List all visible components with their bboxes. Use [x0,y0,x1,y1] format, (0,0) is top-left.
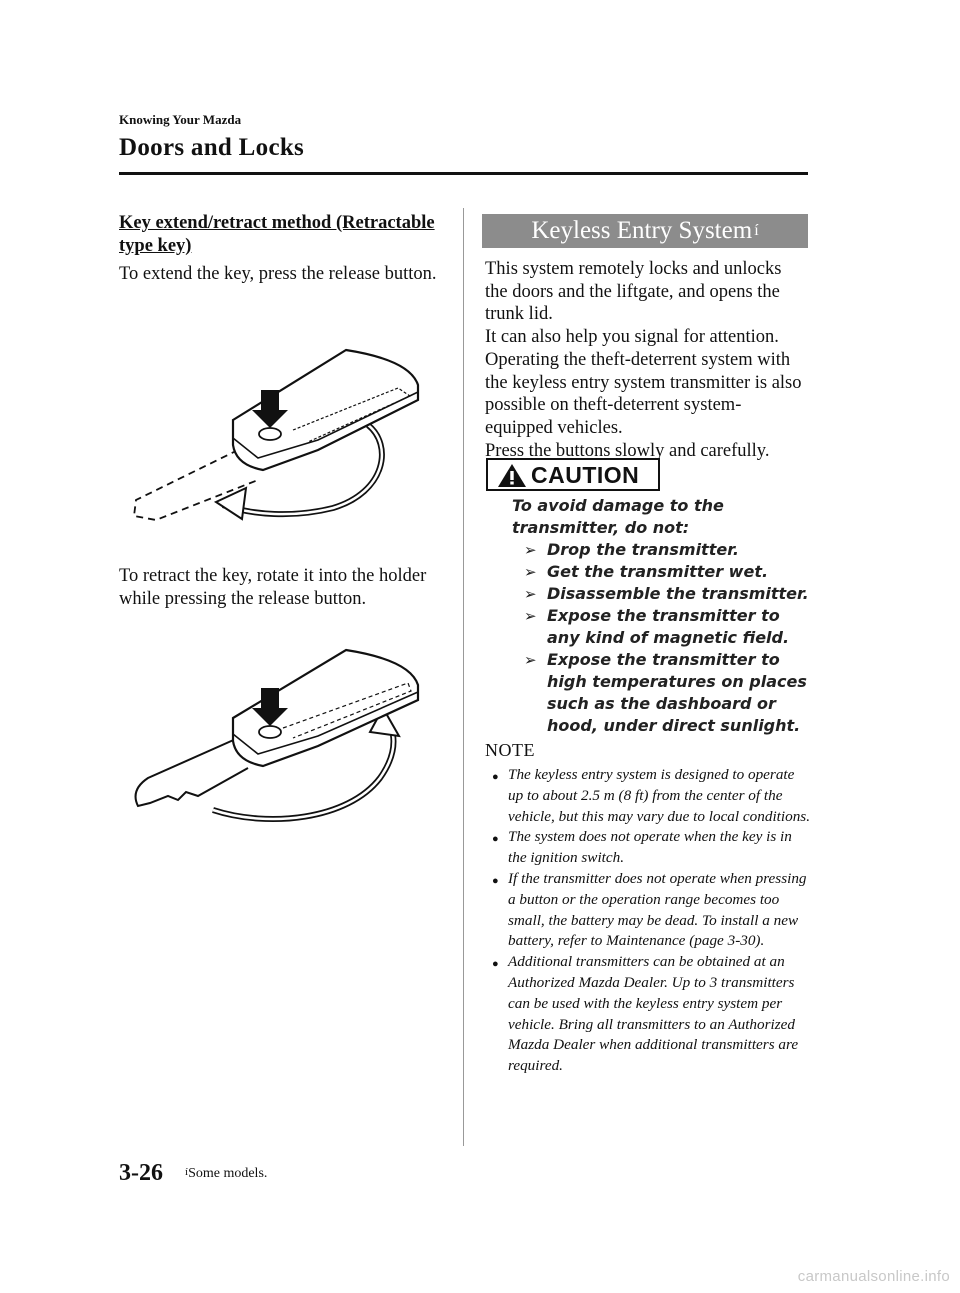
caution-item-text: Expose the transmitter to high temperatures on places such as the dashboard or hood, under direct sunlight. [547,650,807,735]
arrow-bullet-icon: ➢ [524,563,537,581]
caution-item-text: Disassemble the transmitter. [547,584,809,603]
key-extend-illustration [118,330,438,530]
caution-item [524,583,812,605]
caution-label-box [486,458,660,491]
note-text: Additional transmitters can be obtained at an Authorized Mazda Dealer. Up to 3 transmitters can be used with the keyless entry system per vehicle. Bring all transmitters to an Authorized Mazda Dealer when additional transmitters are required. [508,953,799,1075]
intro-paragraph: Operating the theft-deterrent system with the keyless entry system transmitter is also possible on theft-deterrent system-equipped vehicles. [485,349,802,438]
bullet-icon: ● [492,958,499,971]
retract-instructions: To retract the key, rotate it into the holder while pressing the release button. [119,566,427,609]
arrow-bullet-icon: ➢ [524,607,537,625]
note-item [492,827,812,869]
header-rule [119,172,808,175]
extend-instructions: To extend the key, press the release button. [119,264,437,284]
column-divider [463,208,464,1146]
subsection-heading: Key extend/retract method (Retractable type key) [119,213,435,256]
intro-paragraph: This system remotely locks and unlocks the doors and the liftgate, and opens the trunk lid. [485,259,782,325]
arrow-bullet-icon: ➢ [524,541,537,559]
intro-paragraph: It can also help you signal for attention. [485,327,779,348]
intro-paragraph: Press the buttons slowly and carefully. [485,440,770,461]
intro-paragraphs [485,258,805,462]
warning-triangle-icon [497,463,527,488]
note-text: If the transmitter does not operate when pressing a button or the operation range becomes too small, the battery may be dead. To install a new battery, refer to Maintenance (page 3-30). [508,869,807,950]
note-label: NOTE [485,740,535,760]
footnote [185,1166,267,1182]
page-number: 3-26 [119,1160,163,1186]
caution-item [524,649,812,737]
key-retract-illustration [118,628,438,838]
caution-item [524,539,812,561]
caution-item-text: Drop the transmitter. [547,540,739,559]
caution-body [512,495,812,737]
some-models-marker: í [754,222,759,239]
note-item [492,765,812,827]
note-list [492,765,812,1077]
footnote-text: Some models. [188,1166,268,1181]
bullet-icon: ● [492,771,499,783]
bullet-icon: ● [492,833,499,846]
section-label: Knowing Your Mazda [119,112,242,127]
note-text: The system does not operate when the key is in the ignition switch. [508,828,792,867]
banner-title: Keyless Entry System [531,217,753,244]
watermark: carmanualsonline.info [797,1268,950,1285]
caution-lead: To avoid damage to the transmitter, do not: [512,496,724,537]
section-banner [482,214,808,248]
caution-item-text: Expose the transmitter to any kind of magnetic field. [547,606,790,647]
caution-label: CAUTION [531,462,640,488]
bullet-icon: ● [492,874,499,887]
caution-item [524,605,812,649]
note-item [492,869,812,952]
arrow-bullet-icon: ➢ [524,585,537,603]
note-text: The keyless entry system is designed to operate up to about 2.5 m (8 ft) from the center of the vehicle, but this may vary due to local conditions. [508,766,810,825]
chapter-title: Doors and Locks [119,134,305,161]
caution-item-text: Get the transmitter wet. [547,562,769,581]
footnote-marker: í [185,1166,189,1178]
note-item [492,952,812,1077]
caution-item [524,561,812,583]
arrow-bullet-icon: ➢ [524,651,537,669]
